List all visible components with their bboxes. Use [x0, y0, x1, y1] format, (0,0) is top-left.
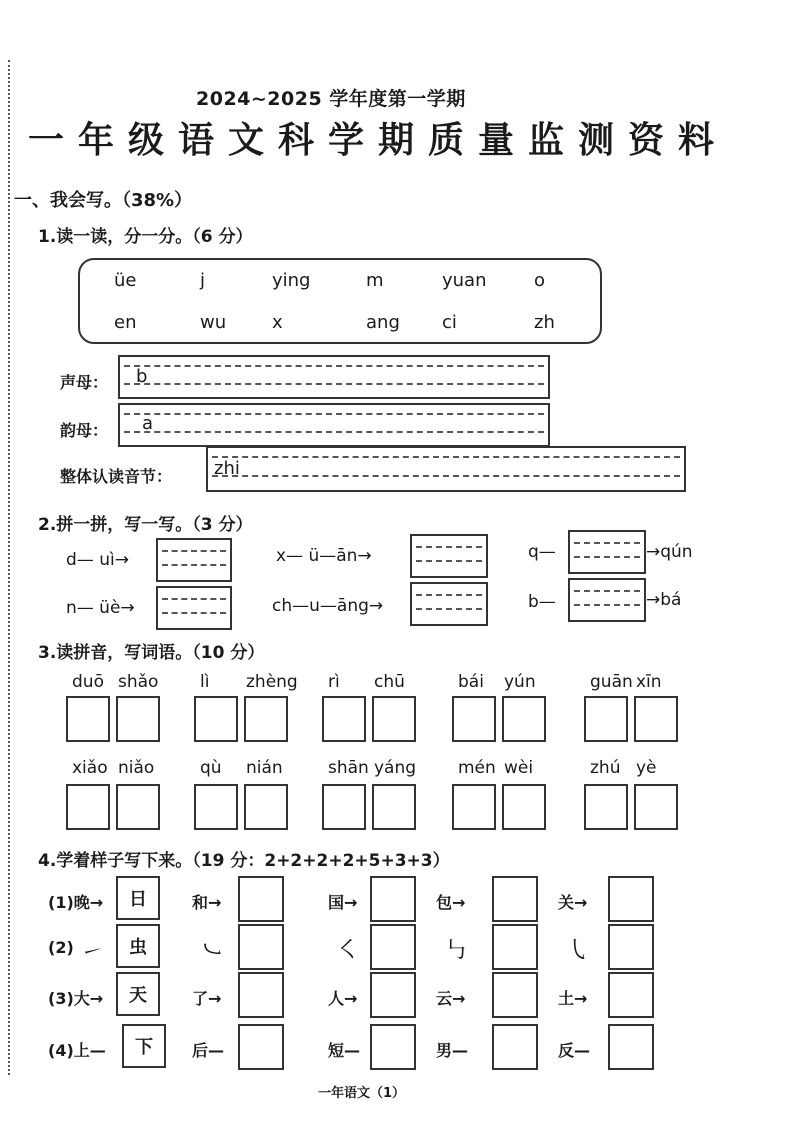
pinyin-syllable: shān — [328, 758, 369, 778]
pinyin-syllable: nián — [246, 758, 283, 778]
example-char-box: 虫 — [116, 924, 160, 968]
exam-title: 一年级语文科学期质量监测资料 — [28, 119, 729, 161]
q4-item-label: 国→ — [328, 893, 358, 912]
tianzi-cell[interactable] — [244, 696, 288, 742]
q2-item-xuan: x— ü—ān→ — [276, 546, 372, 566]
section-one-title: 一、我会写。（38%） — [14, 190, 193, 211]
yunmu-answer-box[interactable] — [118, 403, 550, 447]
q4-item-label: 和→ — [192, 893, 222, 912]
tianzi-cell[interactable] — [244, 784, 288, 830]
q2-item-b: b— — [528, 592, 556, 612]
page-footer: 一年语文（1） — [318, 1086, 406, 1101]
q2-answer-box[interactable] — [410, 582, 488, 626]
tianzi-cell[interactable] — [194, 784, 238, 830]
shengmu-answer-box[interactable] — [118, 355, 550, 399]
tianzi-cell[interactable] — [584, 696, 628, 742]
pinyin-item: ci — [442, 312, 457, 333]
tianzi-cell[interactable] — [116, 784, 160, 830]
answer-char-box[interactable] — [370, 972, 416, 1018]
q4-item-label: 后— — [192, 1041, 225, 1060]
example-char-box: 下 — [122, 1024, 166, 1068]
answer-char-box[interactable] — [608, 924, 654, 970]
pinyin-item: wu — [200, 312, 227, 333]
tianzi-cell[interactable] — [322, 784, 366, 830]
q2-item-dui: d— uì→ — [66, 550, 129, 570]
tianzi-cell[interactable] — [66, 696, 110, 742]
pinyin-syllable: qù — [200, 758, 222, 778]
tianzi-cell[interactable] — [194, 696, 238, 742]
stroke-glyph: ㇛ — [336, 936, 360, 964]
pinyin-item: zh — [534, 312, 555, 333]
pinyin-syllable: xīn — [636, 672, 662, 692]
pinyin-syllable: lì — [200, 672, 210, 692]
q4-item-label: 土→ — [558, 989, 588, 1008]
tianzi-cell[interactable] — [372, 696, 416, 742]
answer-char-box[interactable] — [238, 876, 284, 922]
q4-item-label: 包→ — [436, 893, 466, 912]
answer-char-box[interactable] — [492, 924, 538, 970]
q4-item-label: 云→ — [436, 989, 466, 1008]
answer-char-box[interactable] — [238, 972, 284, 1018]
zhengti-answer-box[interactable] — [206, 446, 686, 492]
q2-title: 2.拼一拼，写一写。（3 分） — [38, 515, 253, 535]
answer-char-box[interactable] — [492, 1024, 538, 1070]
answer-char-box[interactable] — [238, 924, 284, 970]
q2-answer-box[interactable] — [156, 586, 232, 630]
answer-char-box[interactable] — [608, 972, 654, 1018]
q2-item-chuang: ch—u—āng→ — [272, 596, 384, 616]
q4-item-label: 反— — [558, 1041, 591, 1060]
q4-item-label: 男— — [436, 1041, 469, 1060]
q4-title: 4.学着样子写下来。（19 分：2+2+2+2+5+3+3） — [38, 851, 450, 871]
q3-title: 3.读拼音，写词语。（10 分） — [38, 643, 265, 663]
pinyin-bank-box — [78, 258, 602, 344]
q4-row-label: (4)上— — [48, 1041, 106, 1060]
answer-char-box[interactable] — [370, 1024, 416, 1070]
tianzi-cell[interactable] — [634, 696, 678, 742]
stroke-glyph: ㇃ — [200, 936, 224, 964]
q4-item-label: 短— — [328, 1041, 361, 1060]
q2-answer-box[interactable] — [568, 578, 646, 622]
pinyin-item: o — [534, 270, 546, 291]
pinyin-syllable: yáng — [374, 758, 417, 778]
answer-char-box[interactable] — [608, 1024, 654, 1070]
answer-char-box[interactable] — [370, 876, 416, 922]
pinyin-item: en — [114, 312, 137, 333]
tianzi-cell[interactable] — [116, 696, 160, 742]
pinyin-syllable: duō — [72, 672, 104, 692]
tianzi-cell[interactable] — [66, 784, 110, 830]
pinyin-item: yuan — [442, 270, 487, 291]
q1-title: 1.读一读，分一分。（6 分） — [38, 227, 253, 247]
pinyin-syllable: mén — [458, 758, 496, 778]
school-year-heading: 2024~2025 学年度第一学期 — [196, 88, 466, 110]
yunmu-example: a — [142, 413, 154, 434]
pinyin-item: üe — [114, 270, 137, 291]
zhengti-label: 整体认读音节： — [60, 467, 173, 486]
q2-result-qun: →qún — [646, 542, 693, 562]
pinyin-syllable: yè — [636, 758, 657, 778]
stroke-glyph: ㇉ — [444, 936, 468, 964]
q2-answer-box[interactable] — [156, 538, 232, 582]
tianzi-cell[interactable] — [634, 784, 678, 830]
pinyin-syllable: guān — [590, 672, 633, 692]
binding-margin-line — [8, 60, 10, 1075]
tianzi-cell[interactable] — [452, 696, 496, 742]
pinyin-syllable: rì — [328, 672, 340, 692]
pinyin-syllable: niǎo — [118, 758, 155, 778]
shengmu-label: 声母： — [60, 373, 109, 392]
zhengti-example: zhi — [214, 458, 240, 479]
q4-item-label: 关→ — [558, 893, 588, 912]
q2-item-nue: n— üè→ — [66, 598, 135, 618]
pinyin-syllable: zhú — [590, 758, 621, 778]
tianzi-cell[interactable] — [452, 784, 496, 830]
tianzi-cell[interactable] — [372, 784, 416, 830]
pinyin-syllable: xiǎo — [72, 758, 108, 778]
pinyin-syllable: wèi — [504, 758, 534, 778]
answer-char-box[interactable] — [492, 972, 538, 1018]
tianzi-cell[interactable] — [502, 784, 546, 830]
tianzi-cell[interactable] — [502, 696, 546, 742]
answer-char-box[interactable] — [608, 876, 654, 922]
pinyin-item: m — [366, 270, 384, 291]
pinyin-syllable: yún — [504, 672, 536, 692]
q4-row-label: (2) — [48, 938, 74, 957]
q2-result-ba: →bá — [646, 590, 682, 610]
pinyin-item: x — [272, 312, 283, 333]
shengmu-example: b — [136, 366, 148, 387]
q4-item-label: 人→ — [328, 989, 358, 1008]
example-char-box: 日 — [116, 876, 160, 920]
q4-item-label: 了→ — [192, 989, 222, 1008]
pinyin-item: j — [200, 270, 206, 291]
pinyin-syllable: bái — [458, 672, 484, 692]
yunmu-label: 韵母： — [60, 421, 109, 440]
q2-item-q: q— — [528, 542, 556, 562]
stroke-glyph: ㇀ — [80, 938, 104, 966]
answer-char-box[interactable] — [238, 1024, 284, 1070]
pinyin-item: ang — [366, 312, 400, 333]
tianzi-cell[interactable] — [322, 696, 366, 742]
q2-answer-box[interactable] — [410, 534, 488, 578]
q4-row-label: (3)大→ — [48, 989, 104, 1008]
example-char-box: 天 — [116, 972, 160, 1016]
answer-char-box[interactable] — [370, 924, 416, 970]
q4-row-label: (1)晚→ — [48, 893, 104, 912]
pinyin-syllable: chū — [374, 672, 405, 692]
pinyin-syllable: zhèng — [246, 672, 298, 692]
pinyin-item: ying — [272, 270, 311, 291]
q2-answer-box[interactable] — [568, 530, 646, 574]
answer-char-box[interactable] — [492, 876, 538, 922]
stroke-glyph: ㇂ — [566, 936, 590, 964]
pinyin-syllable: shǎo — [118, 672, 159, 692]
tianzi-cell[interactable] — [584, 784, 628, 830]
